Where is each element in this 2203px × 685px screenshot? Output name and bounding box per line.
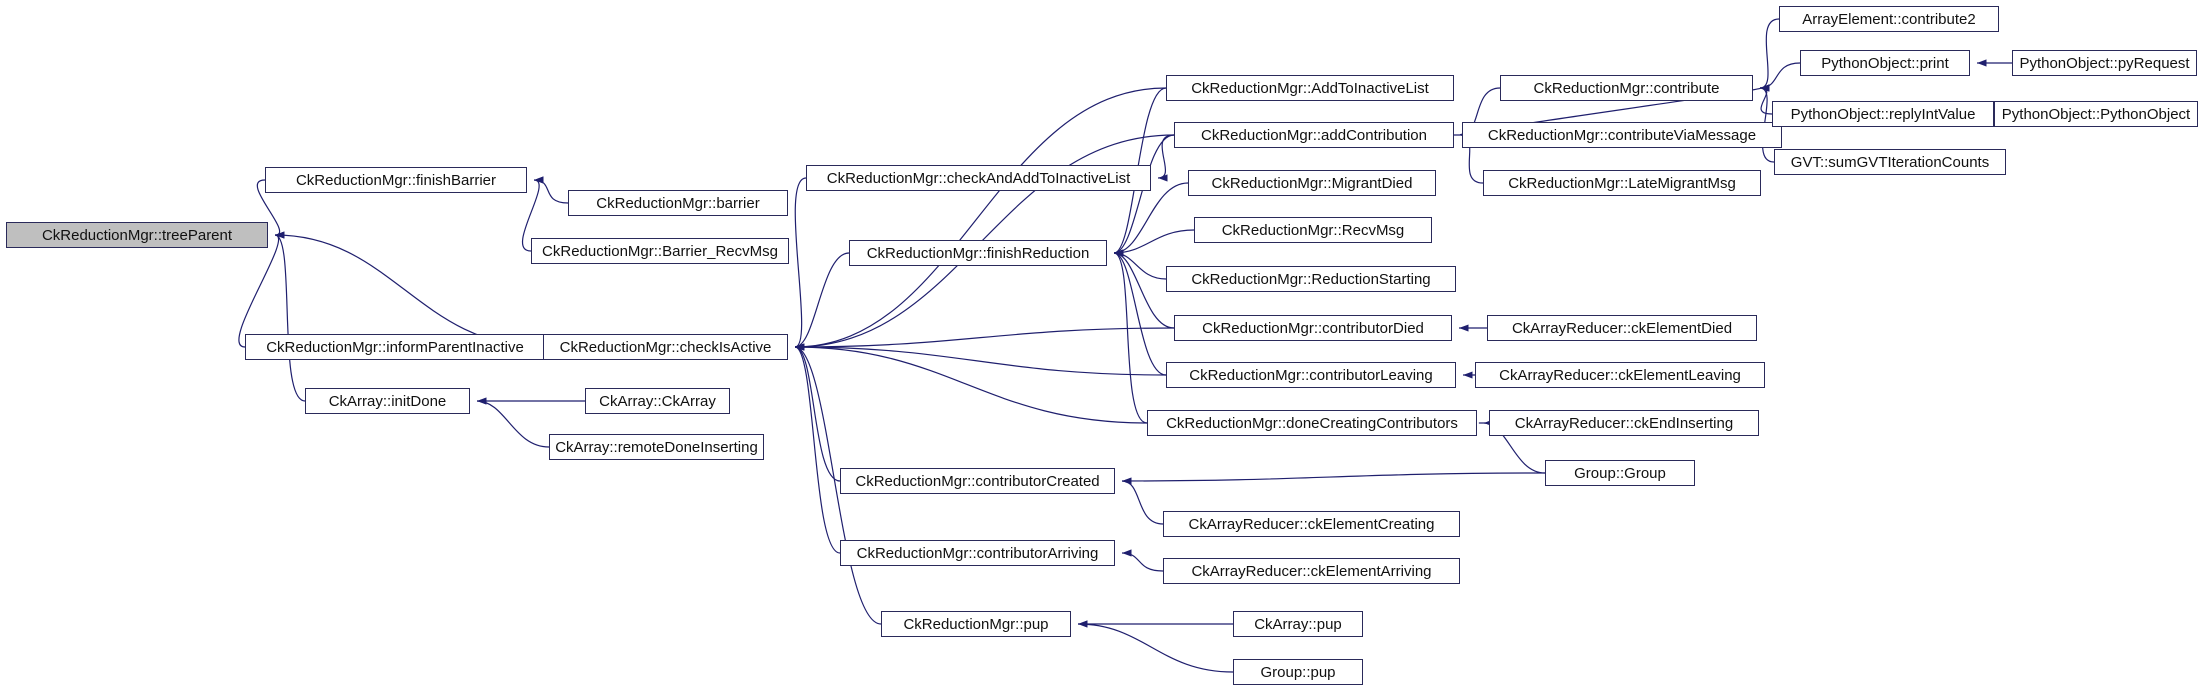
graph-node-barrier[interactable]: CkReductionMgr::barrier — [568, 190, 788, 216]
graph-node-ckElementCreating[interactable]: CkArrayReducer::ckElementCreating — [1163, 511, 1460, 537]
graph-node-addToInactiveList[interactable]: CkReductionMgr::AddToInactiveList — [1166, 75, 1454, 101]
graph-node-ckElementArriving[interactable]: CkArrayReducer::ckElementArriving — [1163, 558, 1460, 584]
graph-node-checkIsActive[interactable]: CkReductionMgr::checkIsActive — [543, 334, 788, 360]
graph-node-doneCreatingContributors[interactable]: CkReductionMgr::doneCreatingContributors — [1147, 410, 1477, 436]
graph-node-ckElementLeaving[interactable]: CkArrayReducer::ckElementLeaving — [1475, 362, 1765, 388]
graph-node-pup[interactable]: CkReductionMgr::pup — [881, 611, 1071, 637]
graph-node-arrayElementContribute2[interactable]: ArrayElement::contribute2 — [1779, 6, 1999, 32]
graph-node-ckEndInserting[interactable]: CkArrayReducer::ckEndInserting — [1489, 410, 1759, 436]
graph-node-barrierRecvMsg[interactable]: CkReductionMgr::Barrier_RecvMsg — [531, 238, 789, 264]
graph-node-lateMigrantMsg[interactable]: CkReductionMgr::LateMigrantMsg — [1483, 170, 1761, 196]
graph-node-pythonObjectPrint[interactable]: PythonObject::print — [1800, 50, 1970, 76]
graph-node-contribute[interactable]: CkReductionMgr::contribute — [1500, 75, 1753, 101]
graph-node-sumGVTIterationCounts[interactable]: GVT::sumGVTIterationCounts — [1774, 149, 2006, 175]
graph-node-recvMsg[interactable]: CkReductionMgr::RecvMsg — [1194, 217, 1432, 243]
graph-node-initDone[interactable]: CkArray::initDone — [305, 388, 470, 414]
graph-node-contributeViaMessage[interactable]: CkReductionMgr::contributeViaMessage — [1462, 122, 1782, 148]
graph-node-pyRequest[interactable]: PythonObject::pyRequest — [2012, 50, 2197, 76]
graph-node-checkAndAddToInactiveList[interactable]: CkReductionMgr::checkAndAddToInactiveList — [806, 165, 1151, 191]
graph-node-treeParent[interactable]: CkReductionMgr::treeParent — [6, 222, 268, 248]
graph-node-finishReduction[interactable]: CkReductionMgr::finishReduction — [849, 240, 1107, 266]
graph-node-ckArray[interactable]: CkArray::CkArray — [585, 388, 730, 414]
graph-node-informParentInactive[interactable]: CkReductionMgr::informParentInactive — [245, 334, 545, 360]
graph-node-ckArrayPup[interactable]: CkArray::pup — [1233, 611, 1363, 637]
graph-node-ckElementDied[interactable]: CkArrayReducer::ckElementDied — [1487, 315, 1757, 341]
graph-node-contributorArriving[interactable]: CkReductionMgr::contributorArriving — [840, 540, 1115, 566]
graph-node-groupGroup[interactable]: Group::Group — [1545, 460, 1695, 486]
graph-node-contributorCreated[interactable]: CkReductionMgr::contributorCreated — [840, 468, 1115, 494]
graph-node-finishBarrier[interactable]: CkReductionMgr::finishBarrier — [265, 167, 527, 193]
graph-node-contributorDied[interactable]: CkReductionMgr::contributorDied — [1174, 315, 1452, 341]
graph-node-remoteDoneInserting[interactable]: CkArray::remoteDoneInserting — [549, 434, 764, 460]
graph-node-pythonObjectCtor[interactable]: PythonObject::PythonObject — [1994, 101, 2198, 127]
graph-node-migrantDied[interactable]: CkReductionMgr::MigrantDied — [1188, 170, 1436, 196]
graph-node-groupPup[interactable]: Group::pup — [1233, 659, 1363, 685]
graph-node-contributorLeaving[interactable]: CkReductionMgr::contributorLeaving — [1166, 362, 1456, 388]
graph-node-addContribution[interactable]: CkReductionMgr::addContribution — [1174, 122, 1454, 148]
graph-node-replyIntValue[interactable]: PythonObject::replyIntValue — [1772, 101, 1994, 127]
graph-node-reductionStarting[interactable]: CkReductionMgr::ReductionStarting — [1166, 266, 1456, 292]
